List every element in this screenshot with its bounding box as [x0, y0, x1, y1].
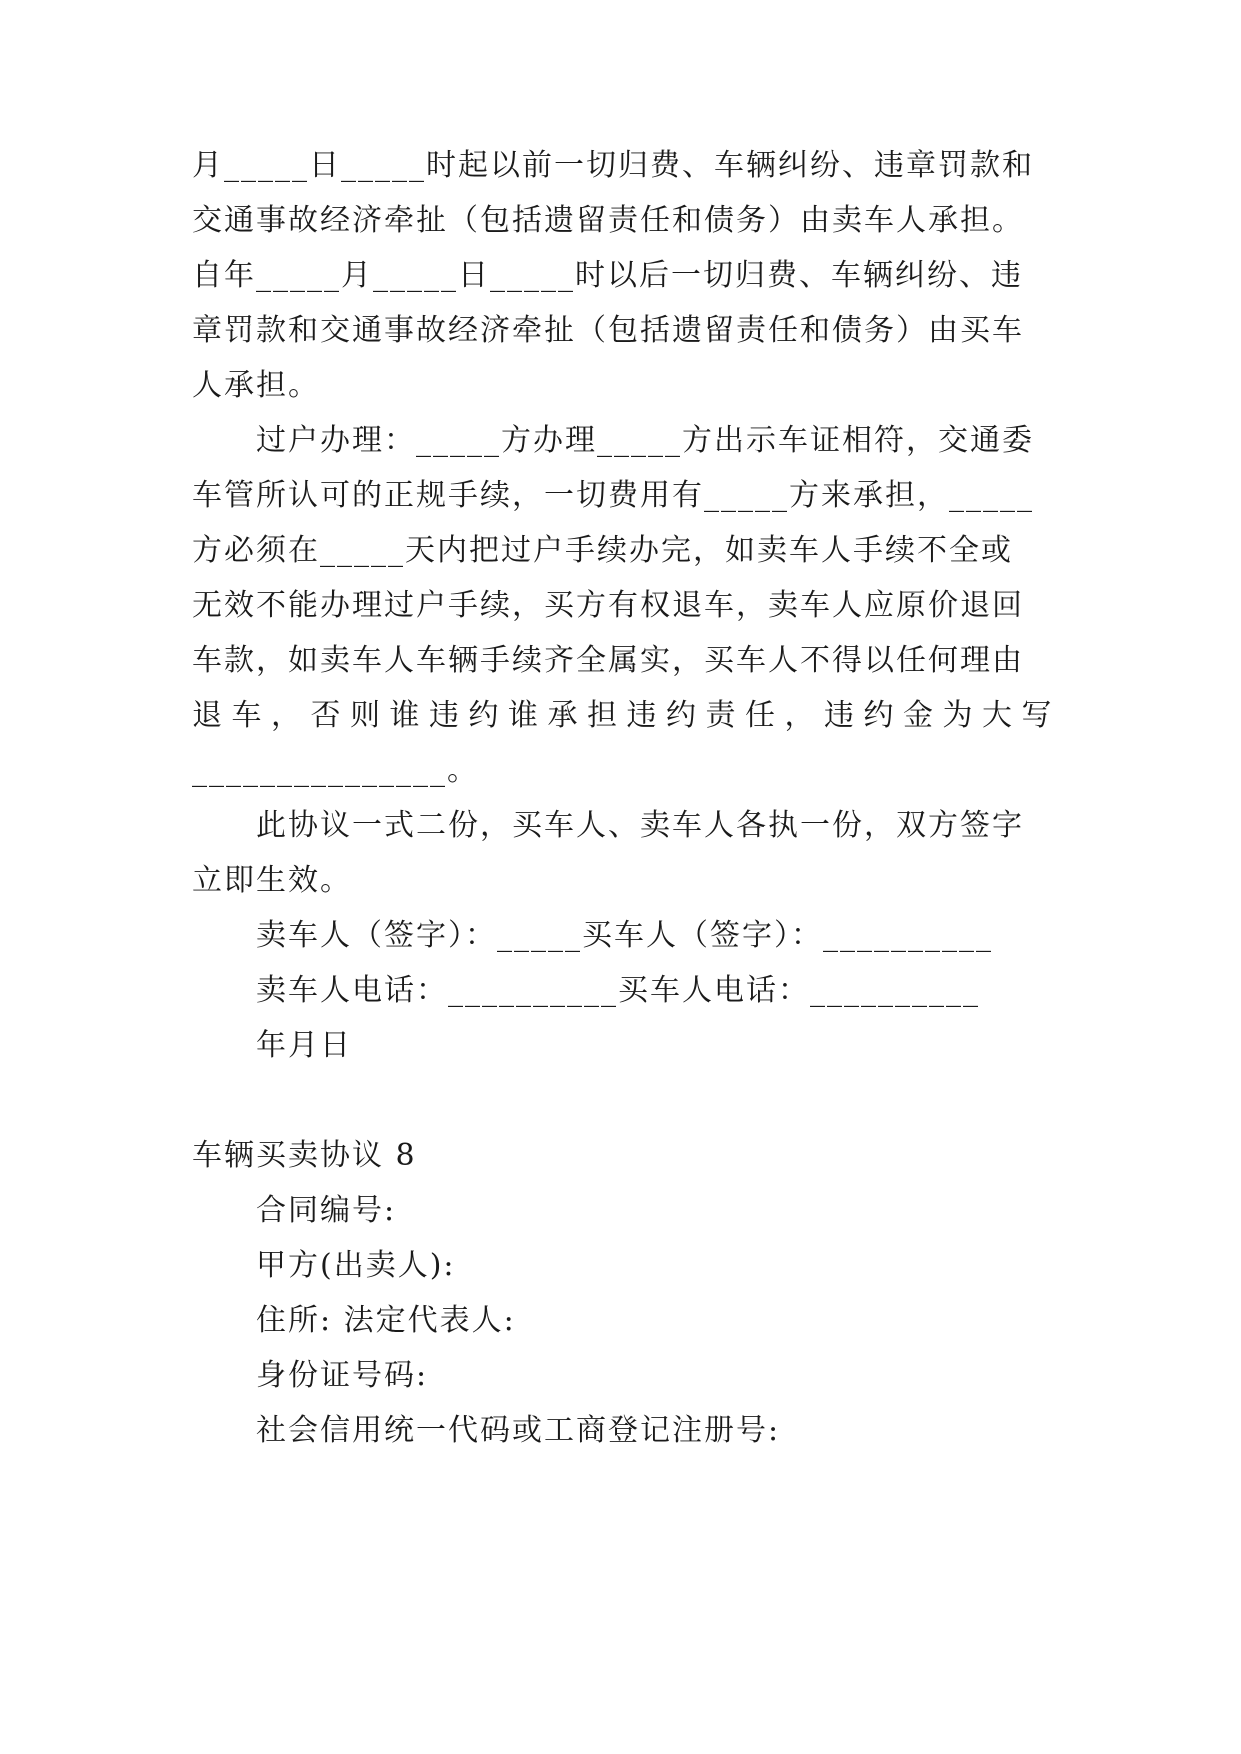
paragraph-line: 车管所认可的正规手续，一切费用有_____方来承担，_____	[192, 478, 1034, 513]
paragraph-line: 方必须在_____天内把过户手续办完，如卖车人手续不全或	[192, 533, 1013, 568]
paragraph-line: 章罚款和交通事故经济牵扯（包括遗留责任和债务）由买车	[192, 313, 1024, 348]
paragraph-line: 立即生效。	[192, 863, 352, 898]
paragraph-line: 过户办理：_____方办理_____方出示车证相符，交通委	[256, 423, 1034, 458]
paragraph-line: 交通事故经济牵扯（包括遗留责任和债务）由卖车人承担。	[192, 203, 1024, 238]
paragraph-line: 车款，如卖车人车辆手续齐全属实，买车人不得以任何理由	[192, 643, 1024, 678]
party-a-line: 甲方(出卖人):	[256, 1248, 456, 1283]
paragraph-line: 此协议一式二份，买车人、卖车人各执一份，双方签字	[256, 808, 1024, 843]
paragraph-line: _______________。	[192, 753, 479, 788]
address-representative-line: 住所: 法定代表人:	[256, 1303, 516, 1338]
paragraph-line: 自年_____月_____日_____时以后一切归费、车辆纠纷、违	[192, 258, 1023, 293]
paragraph-line: 退车，否则谁违约谁承担违约责任，违约金为大写	[192, 698, 1061, 733]
date-line: 年月日	[256, 1028, 352, 1063]
seller-buyer-signature-line: 卖车人（签字）：_____买车人（签字）：__________	[256, 918, 993, 953]
section-title: 车辆买卖协议 8	[192, 1138, 417, 1173]
paragraph-line: 月_____日_____时起以前一切归费、车辆纠纷、违章罚款和	[192, 148, 1034, 183]
paragraph-line: 无效不能办理过户手续，买方有权退车，卖车人应原价退回	[192, 588, 1024, 623]
seller-buyer-phone-line: 卖车人电话：__________买车人电话：__________	[256, 973, 980, 1008]
contract-number-line: 合同编号:	[256, 1193, 397, 1228]
id-number-line: 身份证号码:	[256, 1358, 429, 1393]
credit-code-line: 社会信用统一代码或工商登记注册号:	[256, 1413, 781, 1448]
paragraph-line: 人承担。	[192, 368, 320, 403]
